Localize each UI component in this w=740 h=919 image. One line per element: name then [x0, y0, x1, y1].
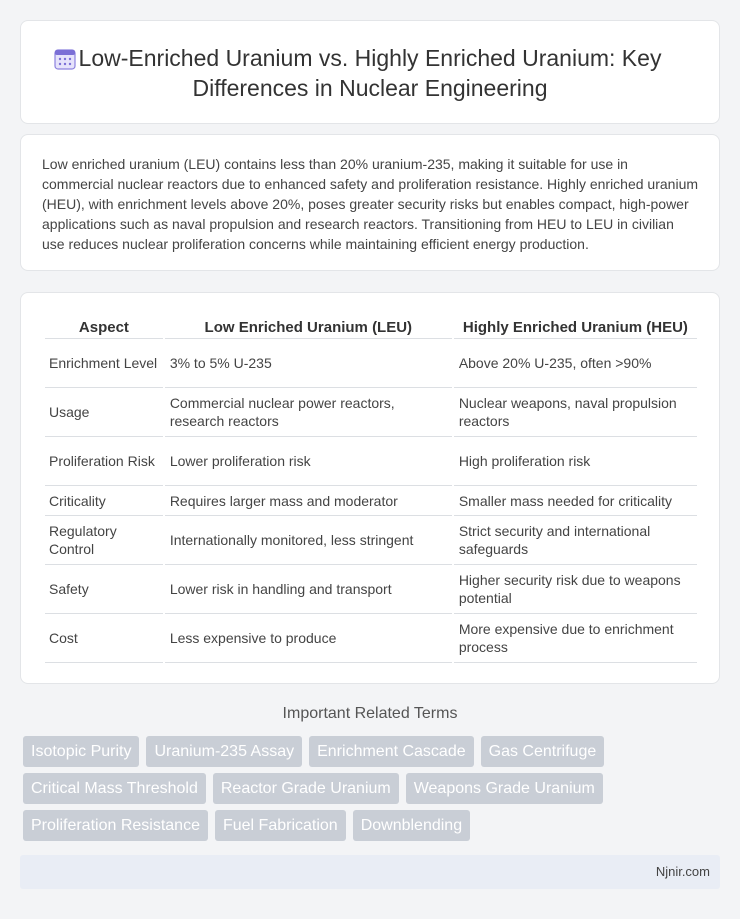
table-row [45, 516, 697, 565]
table-row [45, 614, 697, 663]
related-terms-heading: Important Related Terms [282, 705, 458, 722]
tag-critical-mass-threshold[interactable]: Critical Mass Threshold [23, 773, 206, 804]
row-leu-value: Commercial nuclear power reactors, research reactors [165, 388, 452, 437]
row-heu-value: Nuclear weapons, naval propulsion reactors [454, 388, 697, 437]
header-heu: Highly Enriched Uranium (HEU) [454, 315, 697, 339]
row-leu-value: Lower proliferation risk [165, 437, 452, 486]
row-aspect: Enrichment Level [45, 339, 163, 388]
table-row [45, 437, 697, 486]
tag-gas-centrifuge[interactable]: Gas Centrifuge [481, 736, 605, 767]
header-aspect: Aspect [45, 315, 163, 339]
tag-weapons-grade-uranium[interactable]: Weapons Grade Uranium [406, 773, 603, 804]
page-title: Low-Enriched Uranium vs. Highly Enriched Uranium: Key Differences in Nuclear Engineering [78, 45, 662, 101]
tag-row [23, 810, 723, 841]
table-row [45, 339, 697, 388]
row-aspect: Cost [45, 614, 163, 663]
tag-reactor-grade-uranium[interactable]: Reactor Grade Uranium [213, 773, 399, 804]
row-aspect: Proliferation Risk [45, 437, 163, 486]
comparison-table [43, 315, 699, 663]
related-terms-list [23, 736, 723, 847]
tag-row [23, 736, 723, 767]
row-aspect: Regulatory Control [45, 516, 163, 565]
row-leu-value: Internationally monitored, less stringent [165, 516, 452, 565]
intro-paragraph: Low enriched uranium (LEU) contains less than 20% uranium-235, making it suitable for use in commercial nuclear reactors due to enhanced safety and proliferation resistance. Highly enriched uranium (HEU), with enrichment levels above 20%, poses greater security risks but enables compact, high-power applications such as naval propulsion and research reactors. Transitioning from HEU to LEU in civilian use reduces nuclear proliferation concerns while maintaining efficient energy production. [42, 156, 699, 252]
footer [20, 855, 720, 889]
footer-site-link[interactable]: Njnir.com [655, 864, 710, 879]
tag-proliferation-resistance[interactable]: Proliferation Resistance [23, 810, 208, 841]
row-heu-value: Above 20% U-235, often >90% [454, 339, 697, 388]
row-leu-value: 3% to 5% U-235 [165, 339, 452, 388]
row-aspect: Safety [45, 565, 163, 614]
table-row [45, 486, 697, 516]
row-leu-value: Requires larger mass and moderator [165, 486, 452, 516]
header-leu: Low Enriched Uranium (LEU) [165, 315, 452, 339]
tag-isotopic-purity[interactable]: Isotopic Purity [23, 736, 139, 767]
row-heu-value: More expensive due to enrichment process [454, 614, 697, 663]
table-row [45, 565, 697, 614]
row-heu-value: Higher security risk due to weapons potential [454, 565, 697, 614]
tag-row [23, 773, 723, 804]
tag-uranium-235-assay[interactable]: Uranium-235 Assay [146, 736, 302, 767]
table-row [45, 388, 697, 437]
table-header-row [45, 315, 697, 339]
tag-fuel-fabrication[interactable]: Fuel Fabrication [215, 810, 346, 841]
row-heu-value: High proliferation risk [454, 437, 697, 486]
row-aspect: Criticality [45, 486, 163, 516]
comparison-table-card [20, 292, 720, 684]
row-leu-value: Lower risk in handling and transport [165, 565, 452, 614]
tag-enrichment-cascade[interactable]: Enrichment Cascade [309, 736, 474, 767]
title-card [20, 20, 720, 124]
tag-downblending[interactable]: Downblending [353, 810, 470, 841]
row-aspect: Usage [45, 388, 163, 437]
row-heu-value: Smaller mass needed for criticality [454, 486, 697, 516]
row-leu-value: Less expensive to produce [165, 614, 452, 663]
row-heu-value: Strict security and international safeguards [454, 516, 697, 565]
intro-card [20, 134, 720, 271]
